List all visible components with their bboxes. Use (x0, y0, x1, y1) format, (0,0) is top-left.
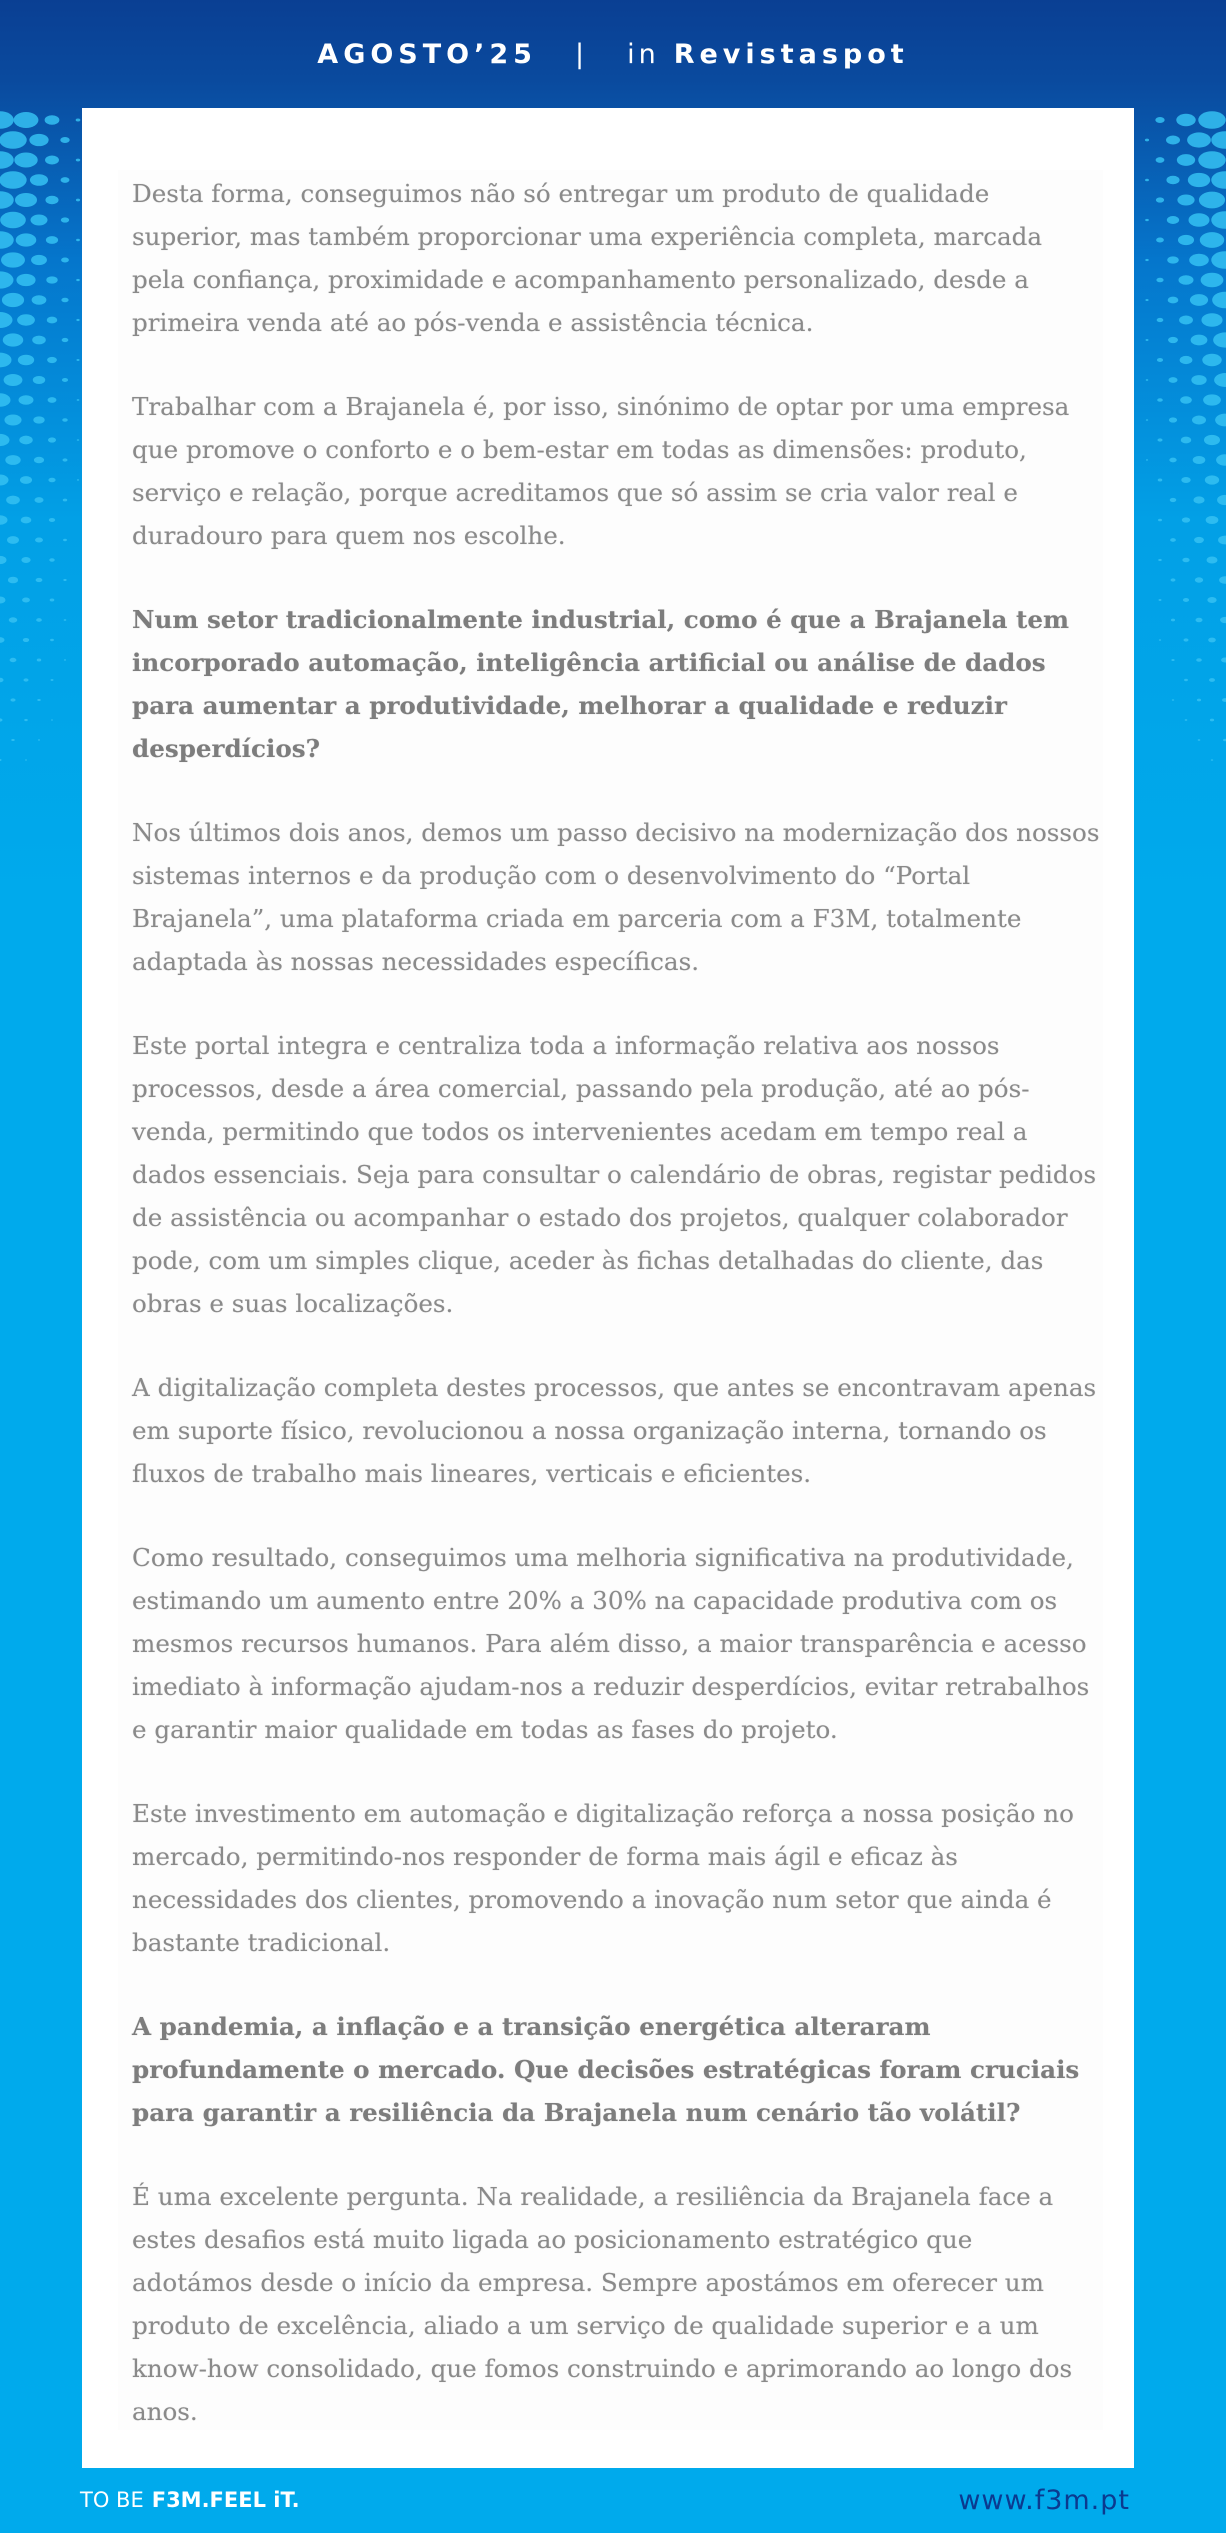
halftone-dot (0, 353, 12, 368)
halftone-dot (0, 393, 11, 406)
halftone-dot (0, 151, 14, 169)
halftone-dot (76, 359, 79, 361)
halftone-dot (38, 739, 40, 740)
article-paragraph: Desta forma, conseguimos não só entregar um produto de qualidade superior, mas também proporcionar uma experiência completa, marcada pela confiança, proximidade e acompanhamento personalizado, desde a primeira venda até ao pós-venda e assistência técnica. (132, 179, 1043, 337)
halftone-dot (76, 159, 80, 162)
halftone-dot (14, 152, 37, 167)
halftone-dot (1207, 556, 1218, 563)
halftone-dot (0, 171, 27, 189)
halftone-dot (1194, 537, 1204, 543)
halftone-dot (23, 638, 29, 642)
halftone-dot (0, 637, 5, 643)
halftone-dot (63, 458, 68, 461)
halftone-dot (21, 557, 30, 563)
halftone-dot (1158, 559, 1161, 561)
halftone-dot (1215, 414, 1226, 427)
halftone-dot (62, 378, 68, 382)
halftone-dot (51, 719, 53, 720)
halftone-dot (45, 156, 59, 165)
header-bar (0, 0, 1226, 108)
halftone-dot (32, 295, 47, 304)
halftone-dot (49, 518, 55, 522)
halftone-dot (36, 618, 42, 622)
halftone-dot (1185, 719, 1188, 721)
halftone-dot (3, 333, 24, 346)
halftone-dot (1167, 216, 1179, 224)
halftone-dot (1206, 516, 1219, 524)
halftone-dot (1177, 154, 1195, 166)
halftone-dot (1145, 219, 1149, 221)
halftone-dot (8, 577, 18, 584)
halftone-dot (50, 639, 54, 641)
halftone-dot (24, 678, 29, 681)
halftone-dot (24, 719, 28, 721)
halftone-dot (1157, 318, 1164, 322)
halftone-dot (1170, 498, 1177, 502)
halftone-dot (2, 293, 24, 307)
halftone-dot (1182, 558, 1189, 563)
article-paragraph: Este portal integra e centraliza toda a informação relativa aos nossos processos, desde a área comercial, passando pela produção, até ao pós-venda, permitindo que todos os intervenientes acedam em tempo real a dados essenciais. Seja para consultar o calendário de obras, registar pedidos de assistência ou acompanhar o estado dos projetos, qualquer colaborador pode, com um simples clique, aceder às fichas detalhadas do cliente, das obras e suas localizações. (132, 1031, 1097, 1318)
halftone-dot (1204, 435, 1220, 445)
halftone-dot (64, 659, 66, 660)
tagline-brand: F3M.FEEL iT. (151, 2488, 300, 2512)
halftone-dot (1195, 577, 1203, 582)
halftone-dot (0, 271, 14, 288)
halftone-dot (47, 357, 57, 363)
halftone-dot (1208, 638, 1216, 643)
halftone-dot (0, 596, 6, 603)
halftone-dot (17, 314, 35, 325)
interview-question: Num setor tradicionalmente industrial, como é que a Brajanela tem incorporado automação, inteligência artificial ou análise de dados para aumentar a produtividade, melhorar a qualidade e reduzir desperdícios? (132, 605, 1070, 763)
halftone-dot (34, 497, 43, 503)
halftone-dot (76, 199, 80, 202)
halftone-dot (30, 174, 48, 186)
publication-name: Revistaspot (673, 38, 909, 70)
halftone-dot (0, 678, 4, 682)
halftone-dot (1209, 678, 1215, 682)
halftone-dot (62, 338, 69, 342)
halftone-dot (1166, 176, 1179, 184)
halftone-dot (77, 479, 79, 480)
halftone-dot (4, 374, 23, 386)
halftone-dot (1157, 398, 1163, 402)
halftone-dot (1211, 131, 1226, 149)
halftone-dot (0, 231, 14, 249)
article-paragraph: Nos últimos dois anos, demos um passo decisivo na modernização dos nossos sistemas internos e da produção com o desenvolvimento do “Portal Brajanela”, uma plataforma criada em parceria com a F3M, totalmente adaptada às nossas necessidades específicas. (132, 818, 1100, 976)
halftone-dot (1166, 136, 1180, 145)
interview-question: A pandemia, a inflação e a transição energética alteraram profundamente o mercado. Que decisões estratégicas foram cruciais para garantir a resiliência da Brajanela num cenário tão volátil? (132, 2012, 1080, 2127)
halftone-dot (61, 298, 68, 303)
halftone-dot (60, 137, 69, 143)
halftone-dot (1181, 437, 1192, 444)
halftone-dot (1222, 698, 1226, 702)
halftone-dot (33, 416, 44, 423)
halftone-dot (1218, 536, 1226, 545)
halftone-dot (48, 397, 57, 403)
issue-date: AGOSTO’25 (317, 38, 537, 70)
halftone-dot (63, 539, 67, 541)
halftone-dot (51, 679, 54, 681)
halftone-dot (1201, 313, 1222, 327)
halftone-dot (61, 217, 69, 222)
halftone-dot (1176, 114, 1195, 126)
halftone-dot (1158, 479, 1163, 482)
halftone-dot (62, 418, 68, 422)
halftone-dot (15, 193, 37, 207)
halftone-dot (45, 115, 60, 124)
halftone-dot (1198, 739, 1201, 741)
halftone-dot (1168, 297, 1179, 304)
halftone-dot (19, 436, 33, 445)
halftone-dot (35, 537, 43, 542)
halftone-dot (48, 478, 55, 483)
halftone-dot (36, 578, 43, 582)
halftone-dot (0, 434, 10, 446)
halftone-dot (14, 112, 39, 128)
halftone-dot (1193, 496, 1204, 503)
halftone-dot (1198, 111, 1226, 129)
halftone-dot (1191, 375, 1206, 385)
halftone-dot (1196, 618, 1203, 622)
article-paragraph: Este investimento em automação e digitalização reforça a nossa posição no mercado, permitindo-nos responder de forma mais ágil e eficaz às necessidades dos clientes, promovendo a inovação num setor que ainda é bastante tradicional. (132, 1799, 1074, 1957)
halftone-dot (1171, 578, 1176, 581)
halftone-dot (9, 617, 18, 622)
halftone-dot (29, 134, 48, 146)
halftone-dot (1217, 495, 1226, 505)
halftone-dot (64, 619, 67, 621)
halftone-dot (1181, 477, 1190, 483)
article-paragraph: Como resultado, conseguimos uma melhoria significativa na produtividade, estimando um aumento entre 20% a 30% na capacidade produtiva com os mesmos recursos humanos. Para além disso, a maior transparência e acesso imediato à informação ajudam-nos a reduzir desperdícios, evitar retrabalhos e garantir maior qualidade em todas as fases do projeto. (132, 1543, 1090, 1744)
halftone-dot (31, 255, 47, 265)
halftone-dot (76, 319, 79, 321)
halftone-dot (77, 439, 80, 441)
halftone-dot (10, 698, 15, 701)
halftone-dot (46, 236, 58, 244)
halftone-dot (31, 215, 48, 226)
halftone-dot (18, 355, 34, 365)
halftone-dot (1156, 157, 1165, 163)
halftone-dot (1155, 117, 1164, 123)
halftone-dot (1205, 475, 1219, 484)
halftone-dot (50, 599, 55, 602)
halftone-dot (63, 579, 66, 581)
halftone-dot (1200, 232, 1224, 248)
halftone-dot (1171, 659, 1174, 661)
halftone-dot (19, 395, 34, 405)
tagline-prefix: TO BE (80, 2488, 144, 2512)
halftone-dot (1146, 419, 1148, 421)
halftone-dot (1170, 538, 1176, 542)
halftone-dot (1156, 197, 1164, 202)
halftone-dot (1201, 273, 1224, 288)
halftone-dot (1211, 251, 1226, 269)
halftone-dot (1179, 275, 1194, 285)
halftone-dot (1156, 278, 1163, 283)
halftone-dot (1146, 379, 1149, 381)
halftone-dot (49, 558, 54, 562)
halftone-dot (11, 739, 14, 741)
halftone-dot (1171, 619, 1175, 622)
halftone-dot (1167, 256, 1179, 263)
halftone-dot (1211, 211, 1226, 229)
halftone-dot (4, 415, 21, 426)
halftone-dot (1192, 416, 1206, 425)
halftone-dot (1168, 377, 1177, 383)
halftone-dot (1159, 639, 1161, 641)
halftone-dot (1213, 332, 1226, 347)
halftone-dot (33, 376, 45, 384)
halftone-dot (1189, 254, 1209, 267)
halftone-dot (63, 499, 67, 502)
halftone-dot (1191, 335, 1208, 346)
halftone-dot (1145, 139, 1149, 142)
article-paragraph: É uma excelente pergunta. Na realidade, a resiliência da Brajanela face a estes desafios está muito ligada ao posicionamento estratégico que adotámos desde o início da empresa. Sempre apostámos em oferecer um produto de excelência, aliado a um serviço de qualidade superior e a um know-how consolidado, que fomos construindo e aprimorando ao longo dos anos. (132, 2182, 1073, 2426)
halftone-dot (0, 312, 13, 328)
website-link[interactable]: www.f3m.pt (958, 2484, 1130, 2516)
halftone-dot (76, 239, 80, 241)
halftone-dot (1169, 458, 1176, 463)
halftone-dot (22, 597, 30, 602)
halftone-dot (1146, 339, 1149, 341)
halftone-dot (1184, 638, 1189, 641)
halftone-dot (1145, 299, 1148, 301)
halftone-dot (1182, 517, 1190, 522)
halftone-dot (0, 759, 2, 761)
halftone-dot (1199, 192, 1225, 209)
halftone-dot (77, 399, 80, 401)
halftone-dot (21, 517, 32, 524)
halftone-dot (76, 119, 81, 122)
halftone-dot (1169, 417, 1177, 422)
halftone-dot (0, 515, 8, 525)
halftone-dot (1156, 238, 1164, 243)
halftone-dot (1180, 396, 1192, 403)
halftone-dot (25, 759, 27, 760)
halftone-dot (1, 252, 25, 267)
halftone-dot (1216, 454, 1226, 465)
halftone-dot (0, 212, 26, 228)
halftone-dot (48, 437, 56, 442)
halftone-dot (16, 233, 37, 246)
halftone-dot (1178, 235, 1194, 245)
halftone-dot (1177, 194, 1194, 205)
halftone-dot (1159, 599, 1162, 601)
halftone-dot (37, 659, 42, 662)
halftone-dot (1212, 292, 1226, 308)
halftone-dot (32, 336, 46, 345)
halftone-dot (0, 131, 27, 149)
article-body (132, 172, 1100, 2474)
halftone-dot (0, 556, 7, 564)
halftone-dot (0, 718, 3, 721)
halftone-dot (1197, 699, 1201, 702)
halftone-dot (20, 476, 32, 484)
halftone-dot (0, 475, 9, 486)
halftone-dot (1219, 576, 1226, 584)
halftone-dot (6, 496, 20, 505)
halftone-dot (7, 536, 19, 544)
halftone-dot (1146, 459, 1148, 460)
halftone-dot (1183, 598, 1189, 602)
halftone-dot (1221, 657, 1226, 662)
halftone-dot (1179, 316, 1193, 325)
halftone-dot (1202, 354, 1221, 366)
halftone-dot (1196, 658, 1202, 662)
halftone-dot (1158, 519, 1162, 522)
halftone-dot (10, 658, 17, 662)
footer-tagline (80, 2480, 300, 2520)
halftone-dot (1180, 356, 1193, 364)
article-paragraph: A digitalização completa destes processos, que antes se encontravam apenas em suporte físico, revolucionou a nossa organização interna, tornando os fluxos de trabalho mais lineares, verticais e eficientes. (132, 1373, 1097, 1488)
halftone-dot (1172, 699, 1174, 701)
halftone-dot (1203, 394, 1221, 405)
halftone-dot (1188, 173, 1210, 187)
halftone-dot (0, 111, 14, 129)
halftone-dot (1184, 679, 1188, 681)
halftone-dot (1190, 294, 1208, 306)
halftone-dot (1189, 213, 1210, 226)
halftone-dot (1168, 337, 1178, 343)
halftone-dot (1145, 259, 1148, 261)
halftone-dot (16, 274, 35, 286)
halftone-dot (47, 317, 58, 324)
in-label: in (627, 38, 660, 70)
halftone-dot (1157, 438, 1162, 441)
halftone-dot (1187, 132, 1211, 147)
halftone-dot (5, 455, 20, 465)
halftone-dot (0, 191, 14, 209)
halftone-dot (1214, 373, 1226, 387)
halftone-dot (1220, 617, 1226, 623)
halftone-dot (46, 276, 57, 283)
halftone-dot (34, 457, 44, 464)
article-paragraph: Trabalhar com a Brajanela é, por isso, sinónimo de optar por uma empresa que promove o conforto e o bem-estar em todas as dimensões: produto, serviço e relação, porque acreditamos que só assim se cria valor real e duradouro para quem nos escolhe. (132, 392, 1070, 550)
halftone-dot (61, 258, 69, 263)
halftone-dot (1198, 151, 1226, 169)
halftone-dot (37, 699, 40, 701)
halftone-dot (1193, 456, 1206, 464)
halftone-dot (61, 177, 70, 183)
halftone-dot (1211, 171, 1226, 189)
halftone-dot (76, 279, 80, 281)
halftone-dot (45, 196, 58, 204)
halftone-dot (1145, 179, 1149, 182)
halftone-dot (1210, 719, 1214, 722)
halftone-dot (1157, 358, 1163, 362)
halftone-dot (1211, 759, 1214, 761)
header-separator: | (574, 38, 590, 70)
halftone-dot (1207, 597, 1216, 603)
